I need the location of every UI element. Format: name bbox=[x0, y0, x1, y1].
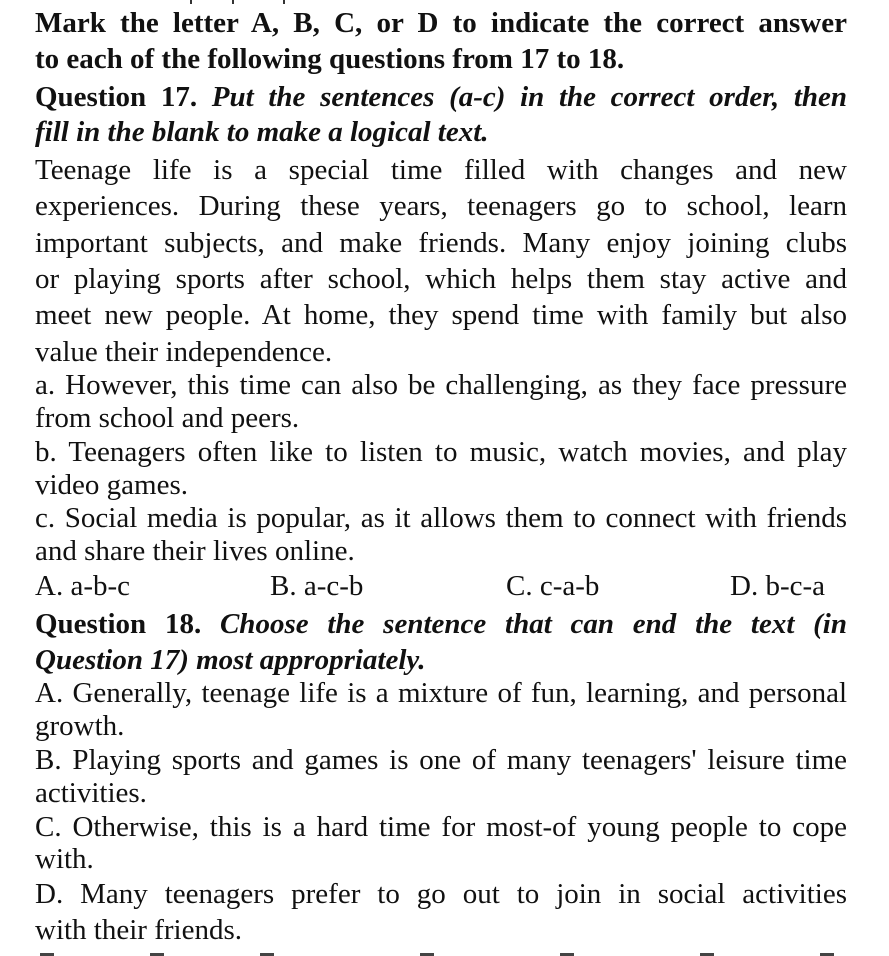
scan-edge-bottom bbox=[0, 951, 889, 956]
q17-prompt-2: fill in the blank to make a logical text. bbox=[35, 116, 489, 148]
instruction-line-2: to each of the following questions from 17 to 18. bbox=[35, 43, 625, 75]
q18-label: Question 18. bbox=[35, 608, 202, 640]
sentence-b-line-1: b. Teenagers often like to listen to music, watch movies, and play bbox=[35, 436, 847, 468]
q18-heading bbox=[35, 606, 847, 642]
instruction-line-1: Mark the letter A, B, C, or D to indicate the correct answer bbox=[35, 7, 847, 39]
q18-prompt-1: Choose the sentence that can end the text (in bbox=[219, 608, 847, 640]
q18-option-a-cont: growth. bbox=[35, 710, 125, 742]
q17-prompt-1: Put the sentences (a-c) in the correct order, then bbox=[211, 81, 848, 113]
passage-line: meet new people. At home, they spend time with family but also bbox=[35, 299, 847, 331]
q17-option-d[interactable]: D. b-c-a bbox=[730, 570, 826, 602]
sentence-c-line-1: c. Social media is popular, as it allows them to connect with friends bbox=[35, 502, 847, 534]
sentence-a-line-2: from school and peers. bbox=[35, 402, 300, 434]
passage-line: or playing sports after school, which helps them stay active and bbox=[35, 263, 847, 295]
q18-option-c[interactable]: C. Otherwise, this is a hard time for most-of young people to cope bbox=[35, 811, 847, 843]
q18-option-c-cont: with. bbox=[35, 843, 94, 875]
passage-line: experiences. During these years, teenagers go to school, learn bbox=[35, 190, 847, 222]
q17-heading bbox=[35, 79, 847, 115]
q17-label: Question 17. bbox=[35, 81, 198, 113]
sentence-c-line-2: and share their lives online. bbox=[35, 535, 355, 567]
q17-option-b[interactable]: B. a-c-b bbox=[270, 570, 364, 602]
q17-option-c[interactable]: C. c-a-b bbox=[506, 570, 600, 602]
q18-option-d[interactable]: D. Many teenagers prefer to go out to join in social activities bbox=[35, 878, 847, 910]
passage-line: important subjects, and make friends. Many enjoy joining clubs bbox=[35, 227, 847, 259]
q17-option-a[interactable]: A. a-b-c bbox=[35, 570, 131, 602]
q18-option-b[interactable]: B. Playing sports and games is one of many teenagers' leisure time bbox=[35, 744, 847, 776]
sentence-a-line-1: a. However, this time can also be challenging, as they face pressure bbox=[35, 369, 847, 401]
q18-option-a[interactable]: A. Generally, teenage life is a mixture of fun, learning, and personal bbox=[35, 677, 847, 709]
q18-prompt-2: Question 17) most appropriately. bbox=[35, 644, 426, 676]
passage-line: value their independence. bbox=[35, 336, 333, 368]
sentence-b-line-2: video games. bbox=[35, 469, 189, 501]
q18-option-d-cont: with their friends. bbox=[35, 914, 242, 946]
q18-option-b-cont: activities. bbox=[35, 777, 147, 809]
passage-line: Teenage life is a special time filled with changes and new bbox=[35, 154, 847, 186]
